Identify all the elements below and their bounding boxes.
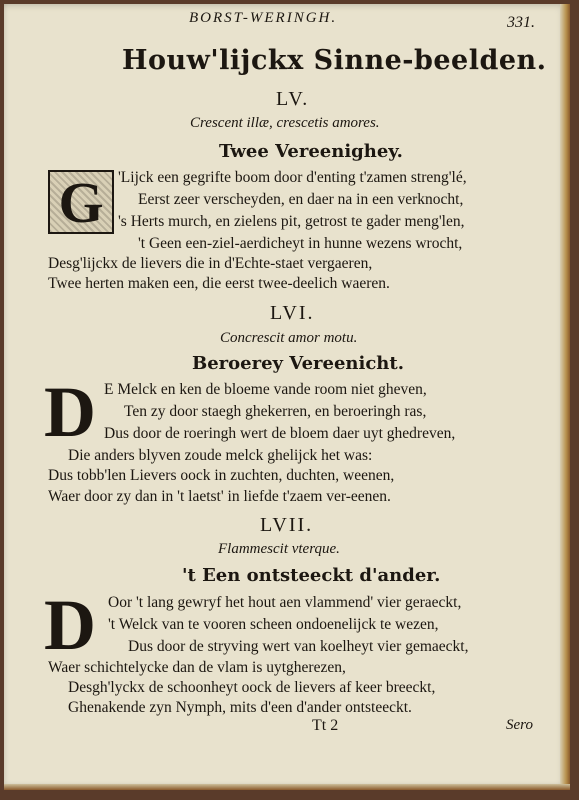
emblem-57-subtitle: 't Een ontsteeckt d'ander. <box>182 565 441 586</box>
page-title: Houw'lijckx Sinne-beelden. <box>122 45 547 76</box>
emblem-56-dropcap: D <box>44 372 96 452</box>
emblem-57-numeral: LVII. <box>260 514 314 536</box>
emblem-55-numeral: LV. <box>276 88 310 110</box>
emblem-56-line-6: Waer door zy dan in 't laetst' in liefde t'zaem ver-eenen. <box>48 488 391 505</box>
emblem-56-line-2: Ten zy door staegh ghekerren, en beroeringh ras, <box>124 403 427 420</box>
emblem-55-subtitle: Twee Vereenighey. <box>219 141 403 162</box>
emblem-56-subtitle: Beroerey Vereenicht. <box>192 353 404 374</box>
emblem-56-line-1: E Melck en ken de bloeme vande room niet gheven, <box>104 381 427 398</box>
emblem-57-line-6: Ghenakende zyn Nymph, mits d'een d'ander ontsteeckt. <box>68 699 412 716</box>
emblem-55-line-2: Eerst zeer verscheyden, en daer na in een verknocht, <box>138 191 464 208</box>
emblem-56-line-3: Dus door de roeringh wert de bloem daer uyt ghedreven, <box>104 425 456 442</box>
emblem-57-line-4: Waer schichtelycke dan de vlam is uytgherezen, <box>48 659 346 676</box>
emblem-56-numeral: LVI. <box>270 302 315 324</box>
emblem-55-line-5: Desg'lijckx de lievers die in d'Echte-staet vergaeren, <box>48 255 373 272</box>
page-edge <box>560 4 570 790</box>
emblem-57-line-1: Oor 't lang gewryf het hout aen vlammend' vier geraeckt, <box>108 594 462 611</box>
emblem-55-dropcap: G <box>48 170 114 234</box>
page-bottom-edge <box>4 784 570 790</box>
emblem-55-motto: Crescent illæ, crescetis amores. <box>190 115 380 131</box>
emblem-56-line-5: Dus tobb'len Lievers oock in zuchten, duchten, weenen, <box>48 467 395 484</box>
emblem-57-dropcap: D <box>44 585 96 665</box>
emblem-55-line-4: 't Geen een-ziel-aerdicheyt in hunne wezens wrocht, <box>138 235 463 252</box>
signature-mark: Tt 2 <box>312 717 339 734</box>
running-head: BORST-WERINGH. <box>189 10 338 26</box>
emblem-57-motto: Flammescit vterque. <box>218 541 340 557</box>
emblem-57-line-3: Dus door de stryving wert van koelheyt vier gemaeckt, <box>128 638 469 655</box>
emblem-55-line-3: 's Herts murch, en zielens pit, getrost te gader meng'len, <box>118 213 465 230</box>
emblem-57-line-2: 't Welck van te vooren scheen ondoenelijck te wezen, <box>108 616 439 633</box>
emblem-56-line-4: Die anders blyven zoude melck ghelijck het was: <box>68 447 373 464</box>
emblem-57-line-5: Desgh'lyckx de schoonheyt oock de lievers af keer breeckt, <box>68 679 436 696</box>
catchword: Sero <box>506 717 533 733</box>
book-page <box>4 4 570 790</box>
emblem-55-line-1: 'Lijck een gegrifte boom door d'enting t'zamen streng'lé, <box>118 169 467 186</box>
emblem-55-line-6: Twee herten maken een, die eerst twee-deelich waeren. <box>48 275 390 292</box>
emblem-56-motto: Concrescit amor motu. <box>220 330 358 346</box>
page-number: 331. <box>507 14 535 31</box>
